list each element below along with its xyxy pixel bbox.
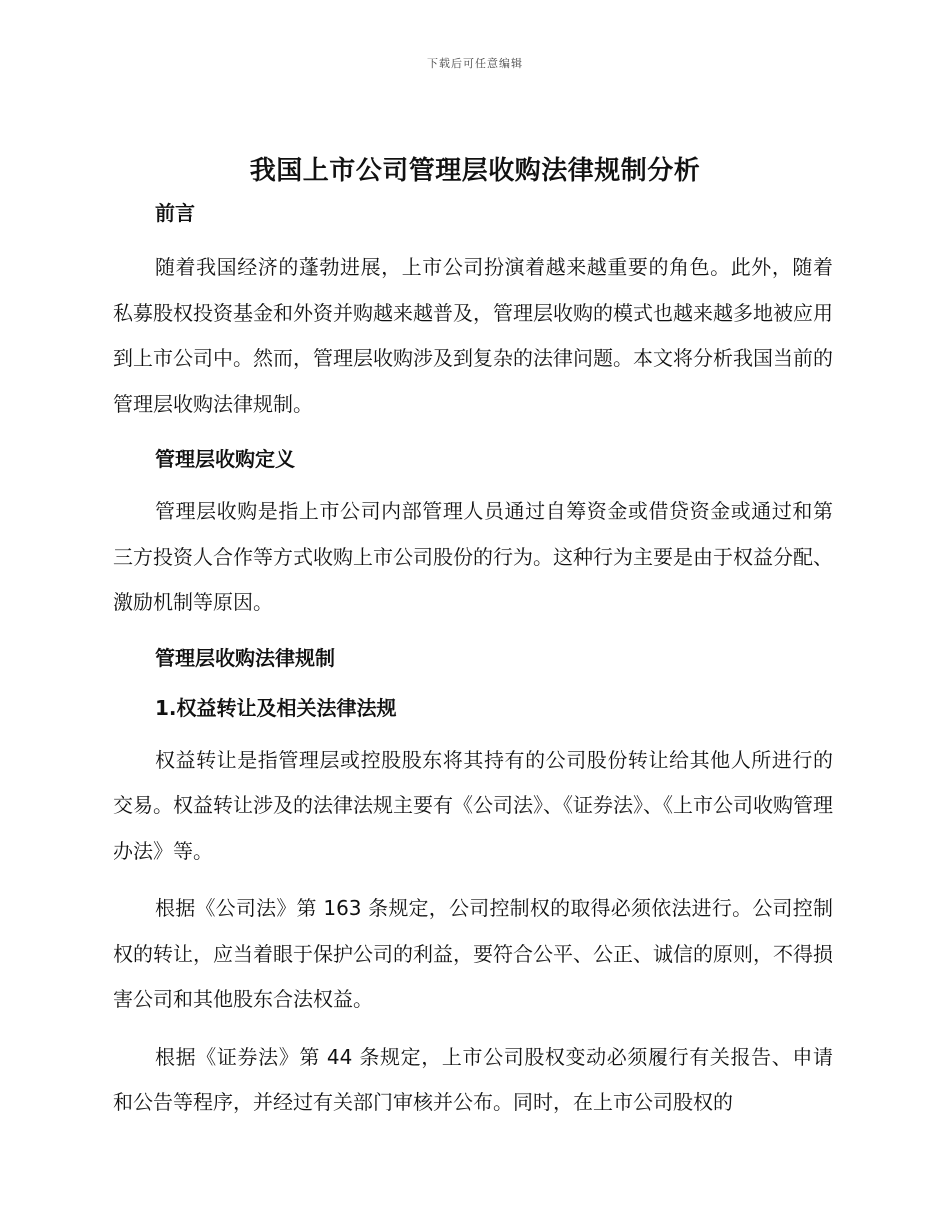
section-heading-definition: 管理层收购定义: [155, 447, 295, 471]
paragraph-definition: 管理层收购是指上市公司内部管理人员通过自筹资金或借贷资金或通过和第三方投资人合作等方式收购上市公司股份的行为。这种行为主要是由于权益分配、激励机制等原因。: [113, 499, 833, 614]
paragraph-equity-transfer: 权益转让是指管理层或控股股东将其持有的公司股份转让给其他人所进行的交易。权益转让涉及的法律法规主要有《公司法》、《证券法》、《上市公司收购管理办法》等。: [113, 747, 833, 863]
section-heading-regulation: 管理层收购法律规制: [155, 645, 335, 670]
paragraph-company-law: 根据《公司法》第 163 条规定，公司控制权的取得必须依法进行。公司控制权的转让，应当着眼于保护公司的利益，要符合公平、公正、诚信的原则，不得损害公司和其他股东合法权益。: [113, 896, 833, 1011]
subsection-heading-equity-transfer: 1.权益转让及相关法律法规: [155, 695, 397, 720]
paragraph-securities-law: 根据《证券法》第 44 条规定，上市公司股权变动必须履行有关报告、申请和公告等程序，并经过有关部门审核并公布。同时，在上市公司股权的: [113, 1044, 833, 1114]
document-body: [113, 195, 833, 1138]
paragraph-preface: 随着我国经济的蓬勃进展，上市公司扮演着越来越重要的角色。此外，随着私募股权投资基金和外资并购越来越普及，管理层收购的模式也越来越多地被应用到上市公司中。然而，管理层收购涉及到复杂的法律问题。本文将分析我国当前的管理层收购法律规制。: [113, 255, 833, 416]
section-heading-preface: 前言: [155, 201, 195, 225]
header-note: 下载后可任意编辑: [427, 57, 523, 70]
document-title: 我国上市公司管理层收购法律规制分析: [249, 156, 701, 186]
